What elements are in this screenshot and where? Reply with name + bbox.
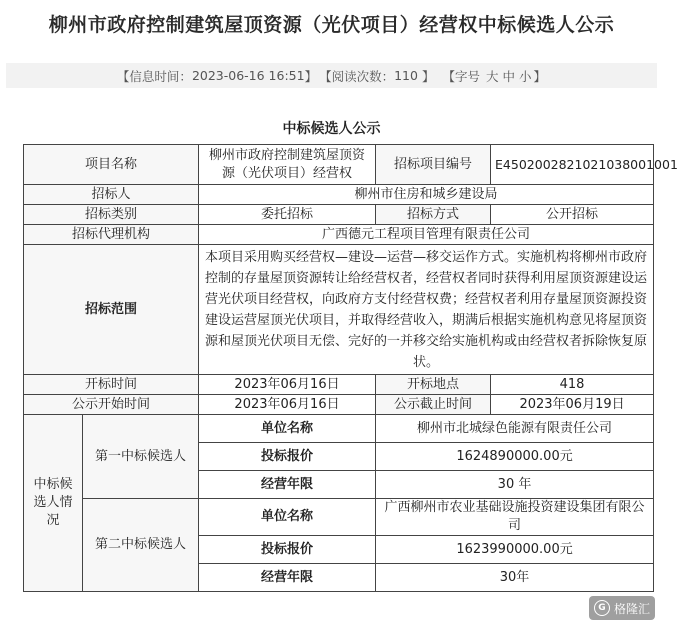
publish-end-label: 公示截止时间 [376,395,491,415]
publish-datetime: 2023-06-16 16:51 [191,68,305,83]
tender-type-value: 委托招标 [199,205,376,225]
project-code-label: 招标项目编号 [376,145,491,185]
table-row [24,205,654,225]
candidate-1-price-label: 投标报价 [199,443,376,471]
open-time-label: 开标时间 [24,375,199,395]
font-size-medium-link[interactable]: 中 [502,68,516,84]
table-caption: 中标候选人公示 [282,121,381,137]
watermark-text: 格隆汇 [613,601,650,616]
tender-method-label: 招标方式 [376,205,491,225]
table-row [24,375,654,395]
date-close: 】 [304,68,318,84]
publish-start-value: 2023年06月16日 [199,395,376,415]
table-row [24,415,654,443]
table-row [24,499,654,536]
font-size-large-link[interactable]: 大 [486,68,499,84]
tender-type-label: 招标类别 [24,205,199,225]
page-title: 柳州市政府控制建筑屋顶资源（光伏项目）经营权中标候选人公示 [48,14,615,36]
candidate-1-unit-label: 单位名称 [199,415,376,443]
agency-label: 招标代理机构 [24,225,199,245]
candidate-1-price-value: 1624890000.00元 [376,443,654,471]
candidate-2-unit-label: 单位名称 [199,499,376,536]
font-size-label: 【字号 [442,68,480,84]
info-bar [6,63,657,88]
views-label: 【阅读次数： [319,68,395,84]
tenderer-label: 招标人 [24,185,199,205]
table-row [24,185,654,205]
publish-end-value: 2023年06月19日 [491,395,654,415]
candidate-1-term-value: 30 年 [376,471,654,499]
date-label: 【信息时间： [116,68,192,84]
scope-label: 招标范围 [24,245,199,375]
project-code-value: E4502002821021038001001 [491,145,654,185]
candidate-1-term-label: 经营年限 [199,471,376,499]
project-name-value: 柳州市政府控制建筑屋顶资源（光伏项目）经营权 [199,145,376,185]
open-time-value: 2023年06月16日 [199,375,376,395]
candidates-label: 中标候选人情况 [24,415,83,592]
table-row [24,395,654,415]
candidate-1-rank: 第一中标候选人 [83,415,199,499]
gelonghui-logo-icon: G [594,600,610,616]
tenderer-value: 柳州市住房和城乡建设局 [199,185,654,205]
candidate-2-rank: 第二中标候选人 [83,499,199,592]
candidate-2-term-label: 经营年限 [199,564,376,592]
views-close: 】 [421,68,435,84]
gelonghui-watermark [589,596,655,620]
font-size-close: 】 [533,68,547,84]
candidate-notice-table [23,144,678,592]
table-row [24,245,654,375]
open-place-value: 418 [491,375,654,395]
candidate-1-unit-value: 柳州市北城绿色能源有限责任公司 [376,415,654,443]
font-size-small-link[interactable]: 小 [519,68,532,84]
tender-method-value: 公开招标 [491,205,654,225]
table-row [24,145,654,185]
scope-value: 本项目采用购买经营权—建设—运营—移交运作方式。实施机构将柳州市政府控制的存量屋顶资源转让给经营权者，经营权者同时获得利用屋顶资源建设运营光伏项目经营权，向政府方支付经营权费；经营权者利用存量屋顶资源投资建设运营屋顶光伏项目，并取得经营收入，期满后根据实施机构意见将屋顶资源和屋顶光伏项目无偿、完好的一并移交给实施机构或由经营权者拆除恢复原状。 [199,245,654,375]
candidate-2-price-label: 投标报价 [199,536,376,564]
open-place-label: 开标地点 [376,375,491,395]
candidate-2-unit-value: 广西柳州市农业基础设施投资建设集团有限公司 [376,499,654,536]
project-name-label: 项目名称 [24,145,199,185]
candidate-2-term-value: 30年 [376,564,654,592]
publish-start-label: 公示开始时间 [24,395,199,415]
table-row [24,225,654,245]
views-count: 110 [394,68,418,83]
agency-value: 广西德元工程项目管理有限责任公司 [199,225,654,245]
candidate-2-price-value: 1623990000.00元 [376,536,654,564]
